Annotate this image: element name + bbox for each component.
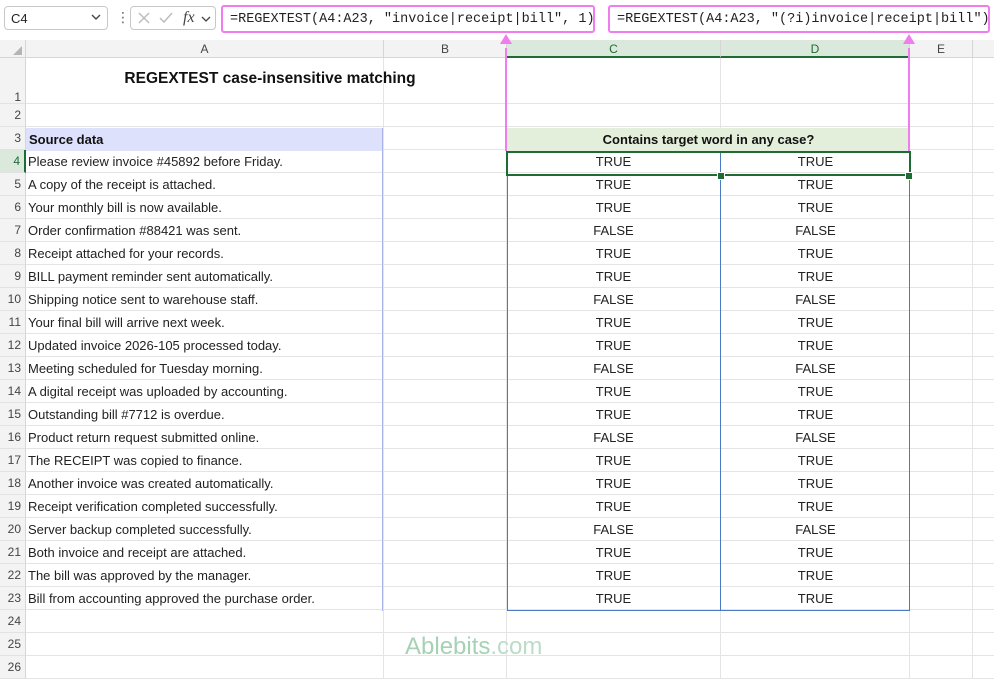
ablebits-watermark-logo	[405, 633, 542, 661]
source-cell[interactable]: Your final bill will arrive next week.	[28, 315, 225, 330]
source-cell[interactable]: Another invoice was created automatically.	[28, 476, 274, 491]
source-cell[interactable]: Receipt attached for your records.	[28, 246, 224, 261]
result-header-label: Contains target word in any case?	[602, 132, 815, 147]
row-header[interactable]: 8	[0, 242, 26, 265]
name-box-value: C4	[11, 11, 28, 26]
row-header[interactable]: 16	[0, 426, 26, 449]
result-cell-d[interactable]: FALSE	[795, 430, 836, 445]
source-cell[interactable]: Receipt verification completed successfully.	[28, 499, 278, 514]
result-cell-c[interactable]: FALSE	[593, 361, 634, 376]
more-options-icon[interactable]: ⋮	[116, 9, 130, 25]
row-header[interactable]: 26	[0, 656, 26, 679]
formula-annotation-d: =REGEXTEST(A4:A23, "(?i)invoice|receipt|bill")	[608, 5, 990, 33]
result-cell-c[interactable]: TRUE	[595, 384, 632, 399]
source-cell[interactable]: Bill from accounting approved the purchase order.	[28, 591, 315, 606]
result-cell-c[interactable]: TRUE	[595, 499, 632, 514]
result-cell-c[interactable]: TRUE	[595, 568, 632, 583]
watermark-domain: .com	[490, 633, 543, 660]
result-cell-d[interactable]: TRUE	[797, 499, 834, 514]
result-cell-c[interactable]: FALSE	[593, 223, 634, 238]
source-cell[interactable]: Both invoice and receipt are attached.	[28, 545, 247, 560]
result-cell-c[interactable]: FALSE	[593, 292, 634, 307]
row-header[interactable]: 10	[0, 288, 26, 311]
row-header[interactable]: 11	[0, 311, 26, 334]
row-header[interactable]: 24	[0, 610, 26, 633]
column-header-b[interactable]: B	[384, 40, 507, 58]
result-cell-c[interactable]: TRUE	[595, 476, 632, 491]
row-header[interactable]: 13	[0, 357, 26, 380]
result-cell-d[interactable]: TRUE	[797, 315, 834, 330]
row-header[interactable]: 12	[0, 334, 26, 357]
arrow-to-col-d	[903, 34, 915, 151]
row-header[interactable]: 7	[0, 219, 26, 242]
sheet-title[interactable]: REGEXTEST case-insensitive matching	[124, 70, 416, 87]
row-header[interactable]: 6	[0, 196, 26, 219]
result-cell-d[interactable]: TRUE	[797, 269, 834, 284]
row-header[interactable]: 14	[0, 380, 26, 403]
row-header[interactable]: 20	[0, 518, 26, 541]
row-header[interactable]: 4	[0, 150, 26, 173]
result-cell-c[interactable]: TRUE	[595, 545, 632, 560]
result-cell-c[interactable]: TRUE	[595, 338, 632, 353]
row-header[interactable]: 1	[0, 58, 26, 104]
row-header[interactable]: 2	[0, 104, 26, 127]
source-cell[interactable]: A digital receipt was uploaded by accounting.	[28, 384, 288, 399]
row-header[interactable]: 25	[0, 633, 26, 656]
result-cell-c[interactable]: TRUE	[595, 269, 632, 284]
result-cell-c[interactable]: TRUE	[595, 200, 632, 215]
source-header-label: Source data	[29, 132, 104, 147]
column-header-c[interactable]: C	[507, 40, 721, 58]
result-cell-d[interactable]: TRUE	[797, 545, 834, 560]
result-cell-c[interactable]: TRUE	[595, 177, 632, 192]
source-cell[interactable]: Please review invoice #45892 before Friday.	[28, 154, 283, 169]
result-cell-d[interactable]: TRUE	[797, 407, 834, 422]
result-cell-c[interactable]: TRUE	[595, 315, 632, 330]
column-header-d[interactable]: D	[721, 40, 910, 58]
result-cell-c[interactable]: FALSE	[593, 430, 634, 445]
source-cell[interactable]: BILL payment reminder sent automatically.	[28, 269, 273, 284]
result-cell-d[interactable]: TRUE	[797, 568, 834, 583]
result-cell-d[interactable]: FALSE	[795, 292, 836, 307]
row-header[interactable]: 22	[0, 564, 26, 587]
result-cell-d[interactable]: FALSE	[795, 361, 836, 376]
result-cell-c[interactable]: TRUE	[595, 246, 632, 261]
result-cell-d[interactable]: FALSE	[795, 522, 836, 537]
result-cell-d[interactable]: TRUE	[797, 384, 834, 399]
result-cell-d[interactable]: TRUE	[797, 453, 834, 468]
result-cell-c[interactable]: TRUE	[595, 407, 632, 422]
insert-function-icon[interactable]: fx	[183, 9, 195, 26]
source-cell[interactable]: Shipping notice sent to warehouse staff.	[28, 292, 259, 307]
arrow-to-col-c	[500, 34, 512, 151]
row-header[interactable]: 5	[0, 173, 26, 196]
result-cell-d[interactable]: TRUE	[797, 591, 834, 606]
column-header-e[interactable]: E	[910, 40, 973, 58]
row-header[interactable]: 23	[0, 587, 26, 610]
source-cell[interactable]: The bill was approved by the manager.	[28, 568, 252, 583]
row-header[interactable]: 21	[0, 541, 26, 564]
source-cell[interactable]: The RECEIPT was copied to finance.	[28, 453, 243, 468]
result-cell-c[interactable]: FALSE	[593, 522, 634, 537]
source-cell[interactable]: Meeting scheduled for Tuesday morning.	[28, 361, 263, 376]
watermark-brand: Ablebits	[405, 633, 491, 660]
row-header[interactable]: 15	[0, 403, 26, 426]
result-cell-d[interactable]: FALSE	[795, 223, 836, 238]
result-cell-d[interactable]: TRUE	[797, 177, 834, 192]
result-cell-c[interactable]: TRUE	[595, 453, 632, 468]
column-header-a[interactable]: A	[26, 40, 384, 58]
source-cell[interactable]: Updated invoice 2026-105 processed today.	[28, 338, 282, 353]
source-cell[interactable]: Order confirmation #88421 was sent.	[28, 223, 242, 238]
result-cell-d[interactable]: TRUE	[797, 154, 834, 169]
source-cell[interactable]: A copy of the receipt is attached.	[28, 177, 216, 192]
formula-annotation-c: =REGEXTEST(A4:A23, "invoice|receipt|bill", 1)	[221, 5, 595, 33]
result-cell-d[interactable]: TRUE	[797, 338, 834, 353]
result-cell-c[interactable]: TRUE	[595, 154, 632, 169]
source-cell[interactable]: Server backup completed successfully.	[28, 522, 252, 537]
source-cell[interactable]: Your monthly bill is now available.	[28, 200, 222, 215]
result-cell-d[interactable]: TRUE	[797, 200, 834, 215]
result-cell-d[interactable]: TRUE	[797, 476, 834, 491]
source-cell[interactable]: Product return request submitted online.	[28, 430, 260, 445]
result-cell-c[interactable]: TRUE	[595, 591, 632, 606]
source-cell[interactable]: Outstanding bill #7712 is overdue.	[28, 407, 225, 422]
row-header[interactable]: 3	[0, 127, 26, 150]
row-header[interactable]: 9	[0, 265, 26, 288]
row-header[interactable]: 18	[0, 472, 26, 495]
row-header[interactable]: 17	[0, 449, 26, 472]
result-cell-d[interactable]: TRUE	[797, 246, 834, 261]
row-header[interactable]: 19	[0, 495, 26, 518]
